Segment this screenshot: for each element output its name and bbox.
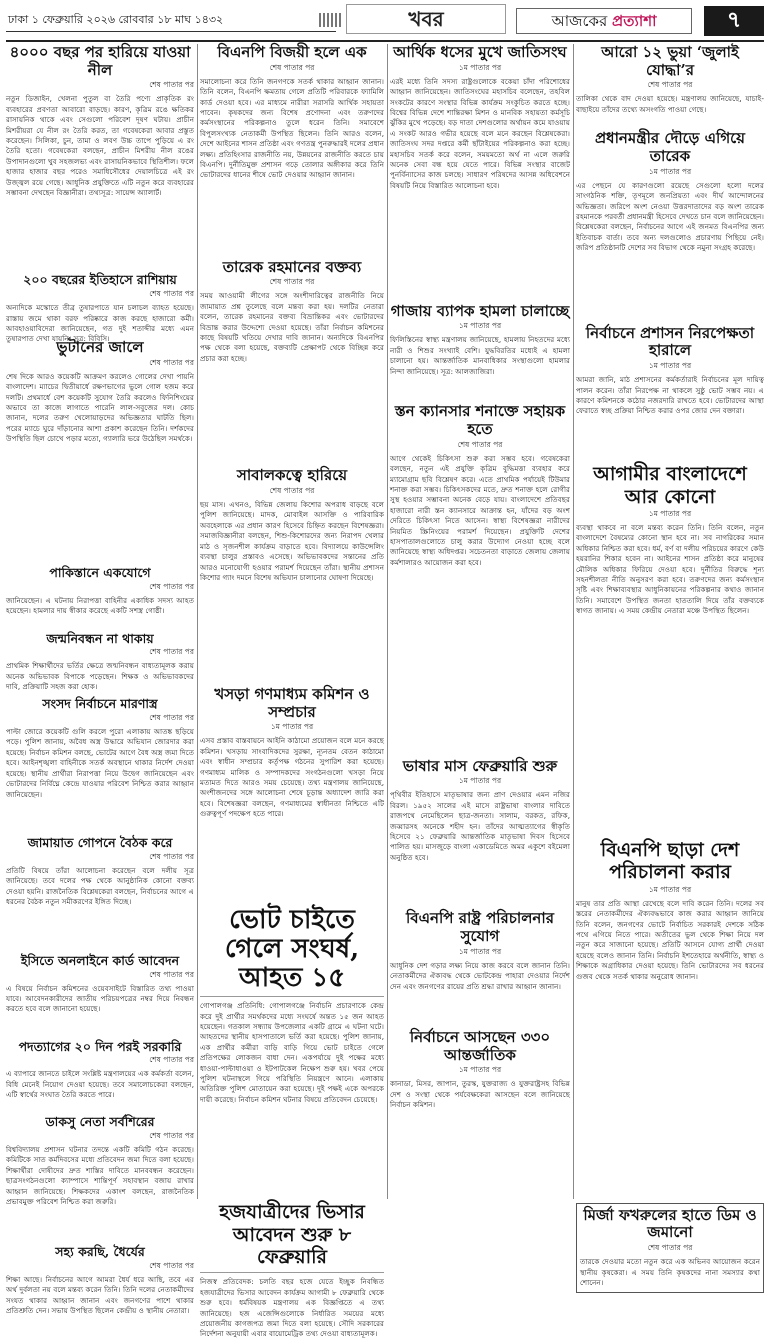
story-body: এ বিষয়ে নির্বাচন কমিশনের ওয়েবসাইটে বিস্তারিত তথ্য পাওয়া যাবে। আবেদনকারীদের জাতীয় পরিচয়পত্রের নম্বর দিয়ে নিবন্ধন করতে হবে বলে জানানো হয়েছে। <box>6 983 194 1014</box>
story-observers <box>390 1029 570 1135</box>
headline: পদত্যাগের ২০ দিন পরই সরকারি <box>18 1038 182 1054</box>
headline: বিএনপি বিজয়ী হলে এক <box>217 43 367 61</box>
continued-label: শেষ পাতার পর <box>269 62 315 72</box>
story-body: আধুনিক দেশ গড়ার লক্ষ্য নিয়ে কাজ করবে বলে জানান তিনি। নেতাকর্মীদের ঐক্যবদ্ধ থেকে ভোটকেন্দ্র পাহারা দেওয়ার নির্দেশ দেন এবং জনগণের রায়ের প্রতি শ্রদ্ধা রাখার আহ্বান জানান। <box>390 960 570 991</box>
story-body: নতুন ডিজাইন, খেলনা পুতুল বা তৈরি পণ্যে প্রাকৃতিক রং ব্যবহারের প্রবণতা আবারো বাড়ছে। কারণ, কৃত্রিম রঙে ক্ষতিকর রাসায়নিক থাকে এবং সেগুলো পরিবেশ দূষণ ঘটায়। প্রাচীন মিশরীয়রা যে নীল রং তৈরি করত, তা গবেষকেরা আবার প্রস্তুত করেছেন। সিলিকা, চুন, তামা ও লবণ উচ্চ তাপে পুড়িয়ে এ রং তৈরি হতো। গবেষকেরা বলছেন, প্রাচীন মিশরীয় নীল রঙের উপাদানগুলো খুব সহজলভ্য এবং রাসায়নিকভাবে স্থিতিশীল। ফলে হাজার হাজার বছর পরেও সমাধিসৌধের দেয়ালচিত্রে এই রং উজ্জ্বল রয়ে গেছে। আধুনিক প্রযুক্তিতে এটি নতুন করে ব্যবহারের সম্ভাবনা দেখছেন বিজ্ঞানীরা। তথ্যসূত্র: সায়েন্স অ্যালার্ট। <box>6 94 194 198</box>
continued-label: শেষ পাতার পর <box>149 851 194 861</box>
headline: জন্মনিবন্ধন না থাকায় <box>46 630 154 646</box>
story-hajj-visa <box>200 1201 384 1337</box>
continued-label: ১ম পাতার পর <box>648 361 692 371</box>
headline: পাকিস্তানে একযোগে <box>49 564 151 580</box>
continued-label: শেষ পাতার পর <box>149 1131 194 1141</box>
headline: সাবালকত্বে হারিয়ে <box>236 466 348 485</box>
story-admin-neutrality <box>576 325 764 459</box>
continued-label: শেষ পাতার পর <box>149 80 194 90</box>
story-body: ব্যবস্থা থাকবে না বলে মন্তব্য করেন তিনি। তিনি বলেন, নতুন বাংলাদেশে বৈষম্যের কোনো স্থান হবে না। সব নাগরিকের সমান অধিকার নিশ্চিত করা হবে। ধর্ম, বর্ণ বা দলীয় পরিচয়ের কারণে কেউ হয়রানির শিকার হবেন না। আইনের শাসন প্রতিষ্ঠা করে মানুষের মৌলিক অধিকার ফিরিয়ে দেওয়া হবে। দুর্নীতির বিরুদ্ধে শূন্য সহনশীলতা নীতি অনুসরণ করা হবে। তরুণদের জন্য কর্মসংস্থান সৃষ্টি এবং শিক্ষাব্যবস্থার আধুনিকায়নের পরিকল্পনার কথাও জানান তিনি। সমাবেশে উপস্থিত জনতা হাততালি দিয়ে তাঁর বক্তব্যকে স্বাগত জানায়। এ সময় কেন্দ্রীয় নেতারা মঞ্চে উপস্থিত ছিলেন। <box>576 522 764 616</box>
headline: হজযাত্রীদের ভিসার আবেদন শুরু ৮ ফেব্রুয়ারি <box>219 1201 365 1269</box>
continued-label: ১ম পাতার পর <box>648 884 692 894</box>
logo-accent: প্রত্যাশা <box>612 12 657 30</box>
continued-label: শেষ পাতার পর <box>149 357 194 367</box>
story-body: জানিয়েছেন। এ ঘটনায় নিরাপত্তা বাহিনীর একাধিক সদস্য আহত হয়েছেন। হামলার দায় স্বীকার করেছে একটি সশস্ত্র গোষ্ঠী। <box>6 595 194 615</box>
continued-label: শেষ পাতার পর <box>269 486 315 496</box>
story-body: পৃথিবীর ইতিহাসে মাতৃভাষার জন্য প্রাণ দেওয়ার এমন নজির বিরল। ১৯৫২ সালের এই মাসে রাষ্ট্রভাষা বাংলার দাবিতে রাজপথে নেমেছিলেন ছাত্র-জনতা। সালাম, বরকত, রফিক, জব্বারসহ অনেকে শহীদ হন। তাঁদের আত্মত্যাগের স্বীকৃতি হিসেবে ২১ ফেব্রুয়ারি আন্তর্জাতিক মাতৃভাষা দিবস হিসেবে পালিত হয়। মাসজুড়ে বাংলা একাডেমিতে অমর একুশে বইমেলা অনুষ্ঠিত হবে। <box>390 790 570 862</box>
headline: খসড়া গণমাধ্যম কমিশন ও সম্প্রচার <box>214 685 370 721</box>
story-body: নিজস্ব প্রতিবেদক: চলতি বছর হজে যেতে ইচ্ছুক নিবন্ধিত হজযাত্রীদের ভিসার আবেদন কার্যক্রম আগামী ৮ ফেব্রুয়ারি থেকে শুরু হবে। ধর্মবিষয়ক মন্ত্রণালয় এক বিজ্ঞপ্তিতে এ তথ্য জানিয়েছে। হজ এজেন্সিগুলোকে নির্ধারিত সময়ের মধ্যে প্রয়োজনীয় কাগজপত্র জমা দিতে বলা হয়েছে। সৌদি সরকারের নির্দেশনা অনুযায়ী এবার বায়োমেট্রিক তথ্য দেওয়া বাধ্যতামূলক। <box>200 1277 384 1339</box>
headline: ভোট চাইতে গেলে সংঘর্ষ, আহত ১৫ <box>224 905 360 993</box>
headline: গাজায় ব্যাপক হামলা চালাচ্ছে <box>390 301 570 320</box>
continued-label: শেষ পাতার পর <box>457 439 503 449</box>
headline: ভাষার মাস ফেব্রুয়ারি শুরু <box>402 756 558 775</box>
continued-label: শেষ পাতার পর <box>149 1055 194 1065</box>
column-divider <box>387 44 388 1199</box>
story-body: গোপালগঞ্জ প্রতিনিধি: গোপালগঞ্জে নির্বাচনি প্রচারণাকে কেন্দ্র করে দুই প্রার্থীর সমর্থকদের মধ্যে সংঘর্ষে অন্তত ১৫ জন আহত হয়েছেন। গতকাল সন্ধ্যায় উপজেলার একটি গ্রামে এ ঘটনা ঘটে। আহতদের স্থানীয় হাসপাতালে ভর্তি করা হয়েছে। পুলিশ জানায়, এক প্রার্থীর কর্মীরা বাড়ি বাড়ি গিয়ে ভোট চাইতে গেলে প্রতিপক্ষের লোকজন বাধা দেন। একপর্যায়ে দুই পক্ষের মধ্যে ধাওয়া-পাল্টাধাওয়া ও ইটপাটকেল নিক্ষেপ শুরু হয়। খবর পেয়ে পুলিশ ঘটনাস্থলে গিয়ে পরিস্থিতি নিয়ন্ত্রণে আনে। এলাকায় অতিরিক্ত পুলিশ মোতায়েন করা হয়েছে। দুই পক্ষই একে অপরকে দায়ী করেছে। নির্বাচন কমিশন ঘটনার বিষয়ে প্রতিবেদন চেয়েছে। <box>200 1001 384 1104</box>
continued-label: ১ম পাতার পর <box>458 776 502 786</box>
headline: সহ্য করছি, ধৈর্যের <box>55 1244 145 1260</box>
story-adolescence <box>200 467 384 682</box>
story-body: বিশ্ববিদ্যালয় প্রশাসন ঘটনার তদন্তে একটি কমিটি গঠন করেছে। কমিটিকে সাত কর্মদিবসের মধ্যে প্রতিবেদন জমা দিতে বলা হয়েছে। শিক্ষার্থীরা দোষীদের দ্রুত শাস্তির দাবিতে মানববন্ধন করেছেন। ছাত্রসংগঠনগুলো ক্যাম্পাসে শান্তিপূর্ণ সহাবস্থান বজায় রাখার আহ্বান জানিয়েছে। শিক্ষকদের একাংশ বলছেন, রাজনৈতিক প্রভাবমুক্ত পরিবেশ নিশ্চিত করা জরুরি। <box>6 1145 194 1207</box>
story-bhutan <box>6 339 194 562</box>
decorative-bars-icon <box>319 13 343 27</box>
story-un-crisis <box>390 44 570 299</box>
headline: মির্জা ফখরুলের হাতে ডিম ও জমানো <box>583 1205 757 1242</box>
continued-label: ১ম পাতার পর <box>270 722 314 732</box>
headline: তারেক রহমানের বক্তব্য <box>222 257 362 276</box>
headline: আগামীর বাংলাদেশে আর কোনো <box>593 463 747 508</box>
story-russia <box>6 272 194 344</box>
story-ducsu <box>6 1115 194 1241</box>
masthead-right <box>516 6 764 36</box>
story-media-commission <box>200 686 384 902</box>
story-body: প্রাথমিক শিক্ষার্থীদের ভর্তির ক্ষেত্রে জন্মনিবন্ধন বাধ্যতামূলক করায় অনেক অভিভাবক বিপাকে পড়েছেন। শিক্ষক ও অভিভাবকদের দাবি, প্রক্রিয়াটি সহজ করা হোক। <box>6 661 194 692</box>
continued-label: ১ম পাতার পর <box>458 62 502 72</box>
column-2 <box>200 43 384 1339</box>
headline: ২০০ বছরের ইতিহাসে রাশিয়ায় <box>23 272 177 288</box>
story-body: তারকে দেওয়ার মতো নতুন করে এক অভিনব আয়োজন করেন স্থানীয় কৃষকেরা। এ সময় তিনি কৃষকদের নানা সমস্যার কথা শোনেন। <box>580 1257 760 1287</box>
headline: ভুটানের জালে <box>56 338 144 357</box>
continued-label: শেষ পাতার পর <box>149 581 194 591</box>
story-bnp-win <box>200 44 384 255</box>
logo-prefix: আজকের <box>551 12 608 30</box>
continued-label: শেষ পাতার পর <box>269 277 315 287</box>
headline: সংসদ নির্বাচনে মারণাস্ত্র <box>42 696 158 712</box>
story-pm-race <box>576 130 764 320</box>
headline: স্তন ক্যানসার শনাক্তে সহায়ক হতে <box>394 402 566 439</box>
continued-label: ১ম পাতার পর <box>458 1065 502 1075</box>
continued-label: শেষ পাতার পর <box>647 80 693 90</box>
story-birth-registration <box>6 632 194 694</box>
story-gaza <box>390 303 570 400</box>
continued-label: শেষ পাতার পর <box>149 1260 194 1270</box>
column-1 <box>6 43 194 1316</box>
column-divider <box>197 44 198 1199</box>
story-body: অন্যদিকে মস্কোতে তীব্র তুষারপাতে যান চলাচল ব্যাহত হয়েছে। রাস্তায় জমে থাকা বরফ পরিষ্কারে কাজ করছে হাজারো কর্মী। আবহাওয়াবিদেরা জানিয়েছেন, গত দুই শতাব্দীর মধ্যে এমন তুষারপাত দেখা যায়নি। সূত্র: বিবিসি। <box>6 303 194 344</box>
section-label-box <box>346 4 506 34</box>
story-body: এসব প্রস্তাব বাস্তবায়নে আইনি কাঠামো প্রয়োজন বলে মনে করছে কমিশন। খসড়ায় সাংবাদিকদের সুরক্ষা, ন্যূনতম বেতন কাঠামো এবং স্বাধীন সম্প্রচার কর্তৃপক্ষ গঠনের সুপারিশ করা হয়েছে। গণমাধ্যম মালিক ও সম্পাদকদের সংগঠনগুলো খসড়া নিয়ে মতামত দিতে আরও সময় চেয়েছে। তথ্য মন্ত্রণালয় জানিয়েছে, অংশীজনদের সঙ্গে আলোচনা শেষে চূড়ান্ত অধ্যাদেশ জারি করা হবে। বিশেষজ্ঞরা বলছেন, গণমাধ্যমের স্বাধীনতা নিশ্চিতে এটি গুরুত্বপূর্ণ পদক্ষেপ হতে পারে। <box>200 736 384 819</box>
story-divider <box>200 1272 384 1273</box>
continued-label: ১ম পাতার পর <box>458 321 502 331</box>
continued-label: শেষ পাতার পর <box>647 1243 693 1253</box>
story-body: আগে থেকেই চিকিৎসা শুরু করা সম্ভব হবে। গবেষকেরা বলছেন, নতুন এই প্রযুক্তি কৃত্রিম বুদ্ধিমত্তা ব্যবহার করে ম্যামোগ্রাম ছবি বিশ্লেষণ করে। এতে প্রাথমিক পর্যায়েই টিউমার শনাক্ত করা সম্ভব। চিকিৎসকদের মতে, দ্রুত শনাক্ত হলে রোগীর সুস্থ হওয়ার সম্ভাবনা অনেক বেড়ে যায়। বাংলাদেশে প্রতিবছর হাজারো নারী স্তন ক্যানসারে আক্রান্ত হন, যাঁদের বড় অংশ দেরিতে চিকিৎসা নিতে আসেন। স্বাস্থ্য বিশেষজ্ঞরা নারীদের নিয়মিত স্ক্রিনিংয়ের পরামর্শ দিয়েছেন। প্রযুক্তিটি দেশের হাসপাতালগুলোতে চালু করার উদ্যোগ নেওয়া হচ্ছে বলে জানিয়েছে স্বাস্থ্য অধিদপ্তর। সচেতনতা বাড়াতে জেলায় জেলায় কর্মশালারও আয়োজন করা হবে। <box>390 453 570 567</box>
continued-label: ১ম পাতার পর <box>648 508 692 518</box>
story-body: আমরা জানি, মাঠ প্রশাসনের কর্মকর্তারাই নির্বাচনের মূল দায়িত্ব পালন করেন। তাঁরা নিরপেক্ষ না থাকলে সুষ্ঠু ভোট সম্ভব নয়। এ কারণে কমিশনকে কঠোর নজরদারি রাখতে হবে। ভোটারদের আস্থা ফেরাতে স্বচ্ছ প্রক্রিয়া নিশ্চিত করার ওপর জোর দেন বক্তারা। <box>576 375 764 416</box>
column-divider <box>573 44 574 1199</box>
story-body: কানাডা, মিসর, জাপান, তুরস্ক, যুক্তরাজ্য ও যুক্তরাষ্ট্রসহ বিভিন্ন দেশ ও সংস্থা থেকে পর্যবেক্ষকেরা আসছেন বলে জানিয়েছে নির্বাচন কমিশন। <box>390 1079 570 1109</box>
story-jamaat-meeting <box>6 836 194 950</box>
story-body: তালিকা থেকে বাদ দেওয়া হয়েছে। মন্ত্রণালয় জানিয়েছে, যাচাই-বাছাইয়ে তাঁদের তথ্যে অসংগতি পাওয়া গেছে। <box>576 94 764 114</box>
story-divider <box>200 996 384 997</box>
story-pakistan <box>6 566 194 628</box>
story-bnp-governance <box>390 910 570 1024</box>
story-body: সময় আওয়ামী লীগের সঙ্গে অংশীদারিত্বের রাজনীতি নিয়ে জামায়াত প্রশ্ন তুলেছে বলে মন্তব্য করা হয়। দলটির নেতারা বলেন, তারেক রহমানের বক্তব্য বিভ্রান্তিকর এবং ভোটারদের বিভ্রান্ত করার উদ্দেশ্যে দেওয়া হয়েছে। তাঁরা নির্বাচন কমিশনের কাছে বিষয়টি খতিয়ে দেখার দাবি জানান। অন্যদিকে বিএনপির পক্ষ থেকে বলা হয়েছে, বক্তব্যটি প্রেক্ষাপট থেকে বিচ্ছিন্ন করে প্রচার করা হচ্ছে। <box>200 291 384 363</box>
continued-label: শেষ পাতার পর <box>149 969 194 979</box>
story-ec-card <box>6 954 194 1036</box>
continued-label: শেষ পাতার পর <box>149 713 194 723</box>
continued-label: শেষ পাতার পর <box>149 647 194 657</box>
story-resignation <box>6 1040 194 1112</box>
story-fake-july-fighters <box>576 44 764 126</box>
headline: ইসিতে অনলাইনে কার্ড আবেদন <box>20 952 180 968</box>
continued-label: শেষ পাতার পর <box>149 289 194 299</box>
header-rule <box>6 40 764 42</box>
story-body: শেষ দিকে আরও কয়েকটি আক্রমণ করলেও গোলের দেখা পায়নি বাংলাদেশ। ম্যাচের দ্বিতীয়ার্ধে রক্ষণভাগের ভুলে গোল হজম করে দলটি। প্রথমার্ধে বেশ কয়েকটি সুযোগ তৈরি করলেও ফিনিশিংয়ের অভাবে তা কাজে লাগাতে পারেনি লাল-সবুজের দল। কোচ জানান, দলের তরুণ খেলোয়াড়দের অভিজ্ঞতার ঘাটতি ছিল। পরের ম্যাচে ঘুরে দাঁড়ানোর আশা প্রকাশ করেছেন তিনি। দর্শকদের উপস্থিতি ছিল চোখে পড়ার মতো, গ্যালারি ভরে উঠেছিল সমর্থকে। <box>6 371 194 444</box>
headline: ডাকসু নেতা সর্বশিরের <box>45 1114 155 1130</box>
headline: ৪০০০ বছর পর হারিয়ে যাওয়া নীল <box>9 43 191 79</box>
column-3 <box>390 44 570 1199</box>
story-clash <box>200 906 384 1197</box>
story-body: সমালোচনা করে তিনি জনগণকে সতর্ক থাকার আহ্বান জানান। তিনি বলেন, বিএনপি ক্ষমতায় গেলে প্রতিটি পরিবারকে ফ্যামিলি কার্ড দেওয়া হবে। এর মাধ্যমে নারীরা সরাসরি আর্থিক সহায়তা পাবেন। কৃষকদের জন্য বিশেষ প্রণোদনা এবং তরুণদের কর্মসংস্থানের পরিকল্পনাও তুলে ধরেন তিনি। সমাবেশে বিপুলসংখ্যক নেতাকর্মী উপস্থিত ছিলেন। তিনি আরও বলেন, দেশে আইনের শাসন প্রতিষ্ঠা এবং গণতন্ত্র পুনরুদ্ধারই দলের প্রধান লক্ষ্য। প্রতিহিংসার রাজনীতি নয়, উন্নয়নের রাজনীতি করতে চায় বিএনপি। দুর্নীতিমুক্ত প্রশাসন গড়ে তোলার অঙ্গীকার করে তিনি ভোটারদের ধানের শীষে ভোট দেওয়ার আহ্বান জানান। <box>200 76 384 180</box>
story-body: এ ব্যাপারে জানতে চাইলে সংশ্লিষ্ট মন্ত্রণালয়ের এক কর্মকর্তা বলেন, বিধি মেনেই নিয়োগ দেওয়া হয়েছে। তবে সমালোচকেরা বলছেন, এটি স্বার্থের সংঘাত তৈরি করতে পারে। <box>6 1069 194 1100</box>
story-body: এর পেছনে যে কারণগুলো রয়েছে সেগুলো হলো দলের সাংগঠনিক শক্তি, তৃণমূলে জনপ্রিয়তা এবং দীর্ঘ আন্দোলনের অভিজ্ঞতা। জরিপে অংশ নেওয়া উত্তরদাতাদের বড় অংশ তারেক রহমানকে পরবর্তী প্রধানমন্ত্রী হিসেবে দেখতে চান বলে জানিয়েছেন। বিশ্লেষকেরা বলছেন, নির্বাচনের আগে এই জনমত বিএনপির জন্য ইতিবাচক বার্তা। তবে অন্য দলগুলোও প্রচারণায় পিছিয়ে নেই। জরিপ প্রতিষ্ঠানটি দেশের সব বিভাগ থেকে নমুনা সংগ্রহ করেছে। <box>576 180 764 253</box>
continued-label: ১ম পাতার পর <box>648 166 692 176</box>
headline: আরো ১২ ভুয়া ‘জুলাই যোদ্ধা’র <box>601 43 739 79</box>
story-body: মানুষ তার প্রতি আস্থা রেখেছে বলে দাবি করেন তিনি। দলের সব স্তরের নেতাকর্মীদের ঐক্যবদ্ধভাবে কাজ করার আহ্বান জানিয়ে তিনি বলেন, জনগণের ভোটে নির্বাচিত সরকারই দেশকে সঠিক পথে এগিয়ে নিতে পারে। অতীতের ভুল থেকে শিক্ষা নিয়ে দল নতুন করে সাজানো হয়েছে। প্রতিটি আসনে যোগ্য প্রার্থী দেওয়া হয়েছে বলেও জানান তিনি। নির্বাচনি ইশতেহারে অর্থনীতি, স্বাস্থ্য ও শিক্ষাকে অগ্রাধিকার দেওয়া হয়েছে। তিনি ভোটারদের সব ধরনের গুজব থেকে সতর্ক থাকার অনুরোধ জানান। <box>576 898 764 981</box>
story-body: শিক্ষা আছে। নির্বাচনের আগে আমরা ধৈর্য ধরে আছি, তবে এর অর্থ দুর্বলতা নয় বলে মন্তব্য করেন তিনি। তিনি দলের নেতাকর্মীদের সংযত থাকার আহ্বান জানান এবং জনগণের পাশে থাকার প্রতিশ্রুতি দেন। সভায় উপস্থিত ছিলেন কেন্দ্রীয় ও স্থানীয় নেতারা। <box>6 1274 194 1316</box>
story-language-month <box>390 758 570 907</box>
masthead <box>6 4 764 38</box>
column-4 <box>576 43 764 1287</box>
story-body: প্রতিটি বিষয়ে তাঁরা আলোচনা করেছেন বলে দলীয় সূত্র জানিয়েছে। তবে দলের পক্ষ থেকে আনুষ্ঠানিক কোনো বক্তব্য দেওয়া হয়নি। রাজনৈতিক বিশ্লেষকেরা বলছেন, নির্বাচনের আগে এ ধরনের বৈঠক নতুন সমীকরণের ইঙ্গিত দিচ্ছে। <box>6 865 194 907</box>
story-body: পাল্টা জোরে কয়েকটি গুলি করলে পুরো এলাকায় আতঙ্ক ছড়িয়ে পড়ে। পুলিশ জানায়, অবৈধ অস্ত্র উদ্ধারে অভিযান জোরদার করা হয়েছে। নির্বাচন কমিশন বলছে, ভোটের আগে বৈধ অস্ত্র জমা দিতে হবে। আইনশৃঙ্খলা বাহিনীকে সতর্ক অবস্থানে থাকার নির্দেশ দেওয়া হয়েছে। স্থানীয় প্রার্থীরা নিরাপত্তা নিয়ে উদ্বেগ জানিয়েছেন এবং ভোটারদের নির্বিঘ্নে কেন্দ্রে যাওয়ার পরিবেশ নিশ্চিত করার আহ্বান জানিয়েছেন। <box>6 727 194 799</box>
headline: নির্বাচনে প্রশাসন নিরপেক্ষতা হারালে <box>585 323 755 360</box>
page-number: ৭ <box>704 6 764 36</box>
story-election-weapons <box>6 697 194 832</box>
story-patience <box>6 1245 194 1337</box>
story-body: ফিলিস্তিনের স্বাস্থ্য মন্ত্রণালয় জানিয়েছে, হামলায় নিহতদের মধ্যে নারী ও শিশুর সংখ্যাই বেশি। যুদ্ধবিরতির মধ্যেই এ হামলা চালানো হয়। আন্তর্জাতিক মানবাধিকার সংস্থাগুলো হামলার নিন্দা জানিয়েছে। সূত্র: আলজাজিরা। <box>390 335 570 376</box>
continued-label: ১ম পাতার পর <box>458 946 502 956</box>
headline: প্রধানমন্ত্রীর দৌড়ে এগিয়ে তারেক <box>594 129 746 166</box>
story-breast-cancer <box>390 403 570 753</box>
headline: বিএনপি ছাড়া দেশ পরিচালনা করার <box>600 838 740 884</box>
newspaper-logo <box>516 8 692 34</box>
story-mirza-fakhrul <box>576 1203 764 1293</box>
section-title: খবর <box>408 7 444 31</box>
headline: নির্বাচনে আসছেন ৩৩০ আন্তর্জাতিক <box>409 1027 551 1064</box>
date-line: ঢাকা ১ ফেব্রুয়ারি ২০২৬ রোববার ১৮ মাঘ ১৪৩২ <box>6 10 336 32</box>
story-bnp-without <box>576 839 764 1199</box>
story-body: এরই মধ্যে তিনি সদস্য রাষ্ট্রগুলোকে বকেয়া চাঁদা পরিশোধের আহ্বান জানিয়েছেন। জাতিসংঘের মহাসচিব বলেছেন, তহবিল সংকটের কারণে সংস্থার বিভিন্ন কার্যক্রম সংকুচিত করতে হচ্ছে। বিশ্বের বিভিন্ন দেশে শান্তিরক্ষা মিশন ও মানবিক সহায়তা কর্মসূচি ঝুঁকির মুখে পড়েছে। বড় দাতা দেশগুলোর অর্থায়ন কমে যাওয়ায় এ সংকট আরও গভীর হয়েছে বলে মনে করছেন বিশ্লেষকেরা। জাতিসংঘ সদর দপ্তরে কর্মী ছাঁটাইয়ের পরিকল্পনাও করা হচ্ছে। মহাসচিব সতর্ক করে বলেন, সময়মতো অর্থ না এলে জরুরি অনেক সেবা বন্ধ হয়ে যেতে পারে। বিভিন্ন সংস্থার বাজেট পুনর্বিন্যাসের কাজ চলছে। সাধারণ পরিষদের আসন্ন অধিবেশনে বিষয়টি নিয়ে বিস্তারিত আলোচনা হবে। <box>390 76 570 190</box>
story-nil-rong <box>6 44 194 269</box>
story-future-bangladesh <box>576 463 764 835</box>
headline: আর্থিক ধসের মুখে জাতিসংঘ <box>393 43 567 61</box>
story-tarique-statement <box>200 259 384 464</box>
headline: বিএনপি রাষ্ট্র পরিচালনার সুযোগ <box>406 909 554 946</box>
story-body: ছয় মাস। এখনও, বিভিন্ন জেলায় কিশোর অপরাধ বাড়ছে বলে পুলিশ জানিয়েছে। মাদক, মোবাইল আসক্তি ও পারিবারিক অবহেলাকে এর প্রধান কারণ হিসেবে চিহ্নিত করছেন বিশেষজ্ঞরা। সমাজবিজ্ঞানীরা বলছেন, শিশু-কিশোরদের জন্য নিরাপদ খেলার মাঠ ও সৃজনশীল কার্যক্রম বাড়াতে হবে। বিদ্যালয়ে কাউন্সেলিং ব্যবস্থা চালুর প্রস্তাবও এসেছে। অভিভাবকদের সন্তানের প্রতি আরও মনোযোগী হওয়ার পরামর্শ দিয়েছেন তাঁরা। স্থানীয় প্রশাসন কিশোর গ্যাং দমনে বিশেষ অভিযান চালানোর ঘোষণা দিয়েছে। <box>200 500 384 582</box>
headline: জামায়াত গোপনে বৈঠক করে <box>27 835 173 851</box>
